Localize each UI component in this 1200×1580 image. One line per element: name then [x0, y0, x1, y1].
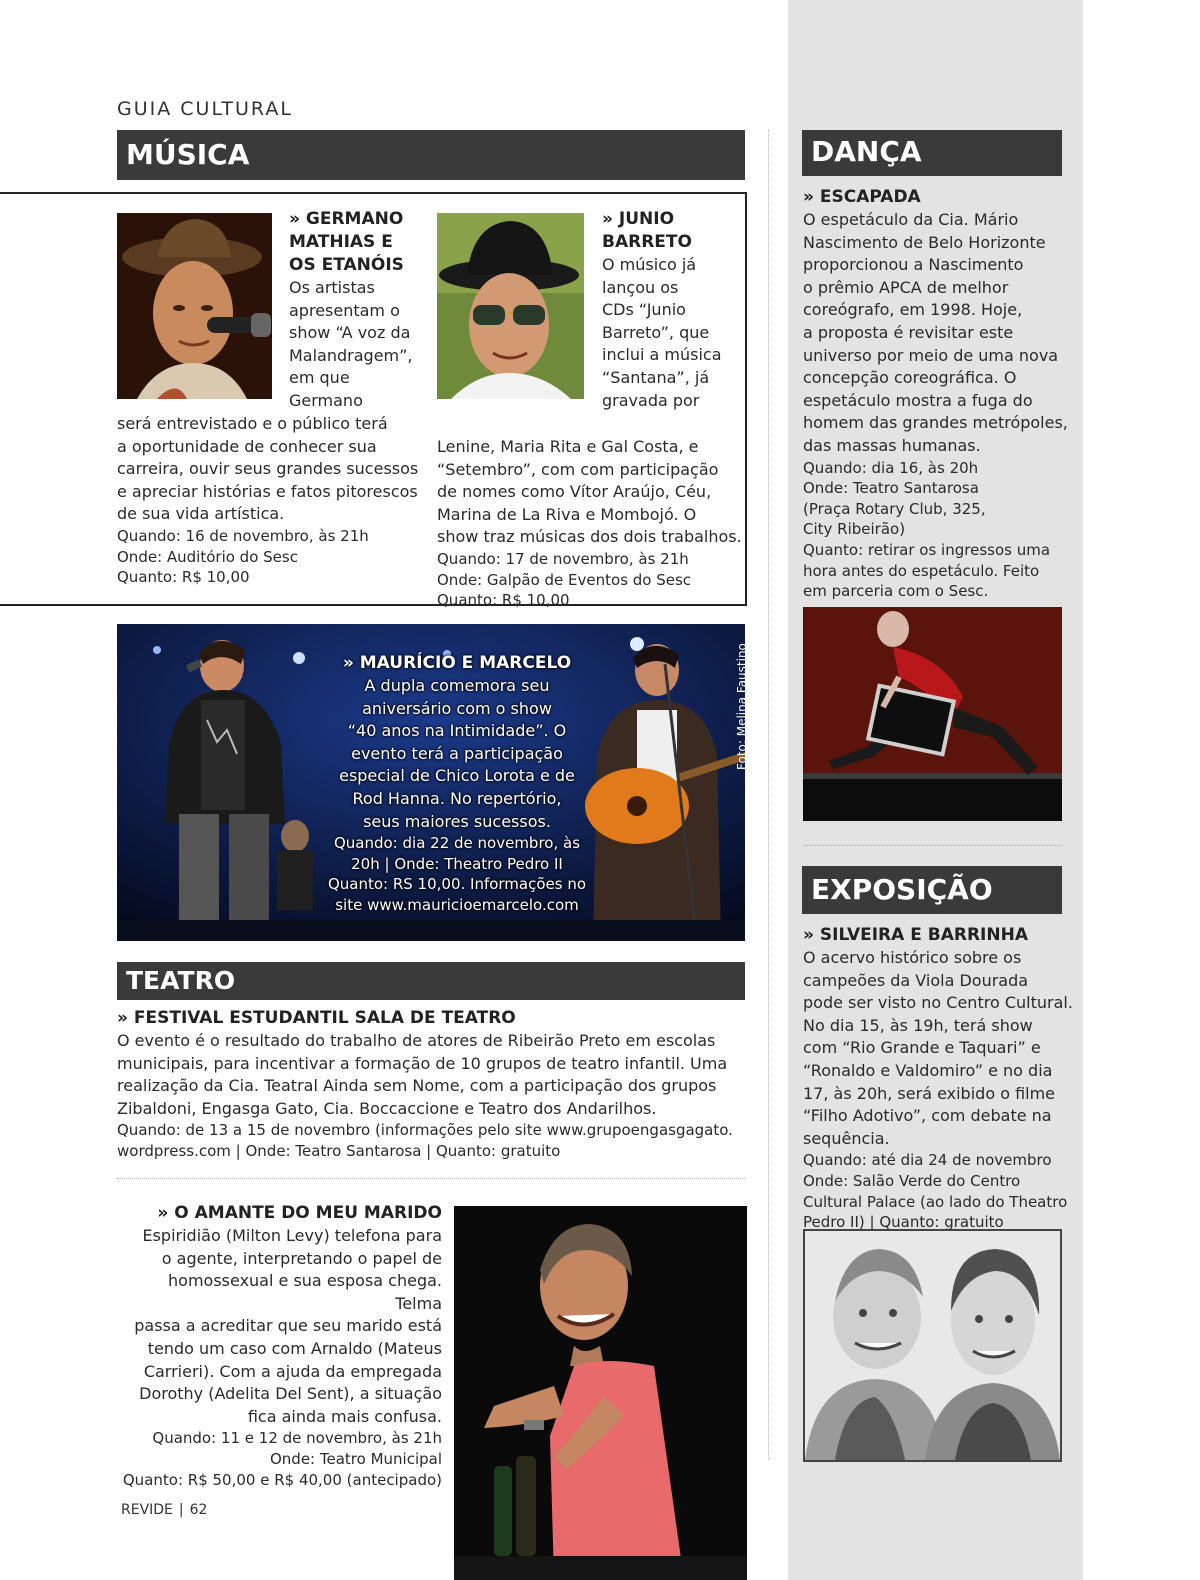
silveira-entry: [803, 924, 1078, 1233]
escapada-info-line: City Ribeirão): [803, 520, 906, 539]
escapada-text-line: o prêmio APCA de melhor: [803, 277, 1009, 297]
amante-text-line: Carrieri). Com a ajuda da empregada: [143, 1361, 442, 1381]
mauricio-text-line: seus maiores sucessos.: [363, 811, 551, 831]
junio-text-line: de nomes como Vítor Araújo, Céu,: [437, 482, 712, 502]
escapada-text-line: Nascimento de Belo Horizonte: [803, 232, 1046, 252]
mauricio-text-line: evento terá a participação: [351, 743, 563, 763]
teatro-divider: [117, 1178, 745, 1179]
mauricio-head: » MAURÍCIO E MARCELO: [342, 653, 572, 673]
amante-text-line: fica ainda mais confusa.: [247, 1406, 442, 1426]
festival-info-line: wordpress.com | Onde: Teatro Santarosa | Quanto: gratuito: [117, 1141, 561, 1160]
germano-head-2: MATHIAS E: [289, 232, 393, 252]
escapada-head: » ESCAPADA: [803, 187, 921, 207]
germano-entry: [289, 208, 439, 413]
silveira-text-line: “Ronaldo e Valdomiro” e no dia: [803, 1060, 1053, 1080]
escapada-info-line: hora antes do espetáculo. Feito: [803, 561, 1040, 580]
silveira-text-line: “Filho Adotivo”, com debate na: [803, 1106, 1052, 1126]
germano-text-line: carreira, ouvir seus grandes sucessos: [117, 459, 419, 479]
silveira-text-line: O acervo histórico sobre os: [803, 948, 1022, 967]
junio-text-line: O músico já: [602, 255, 697, 274]
germano-text-line: Malandragem”,: [289, 345, 413, 365]
escapada-text-line: coreógrafo, em 1998. Hoje,: [803, 300, 1023, 320]
amante-text-line: o agente, interpretando o papel de: [161, 1248, 442, 1268]
junio-when: Quando: 17 de novembro, às 21h: [437, 549, 689, 568]
festival-info-line: Quando: de 13 a 15 de novembro (informações pelo site www.grupoengasgagato.: [117, 1121, 733, 1140]
amante-text-line: passa a acreditar que seu marido está: [134, 1316, 442, 1336]
amante-text-line: homossexual e sua esposa chega. Telma: [168, 1271, 442, 1313]
section-kicker: GUIA CULTURAL: [117, 98, 293, 120]
junio-text-line: Barreto”, que: [602, 322, 710, 342]
junio-head-2: BARRETO: [602, 232, 692, 252]
footer-separator: |: [178, 1502, 184, 1518]
teatro-heading: TEATRO: [117, 962, 745, 1000]
junio-text-line: “Santana”, já: [602, 367, 710, 387]
mauricio-text-line: “40 anos na Intimidade”. O: [347, 721, 567, 741]
germano-text-line: de sua vida artística.: [117, 504, 285, 524]
mauricio-text-line: Rod Hanna. No repertório,: [352, 788, 562, 808]
silveira-barrinha-photo: [803, 1229, 1062, 1462]
germano-text-line: Os artistas: [289, 278, 375, 297]
mauricio-text-line: aniversário com o show: [362, 698, 552, 718]
page-number: 62: [189, 1502, 208, 1518]
silveira-info-line: Pedro II) | Quanto: gratuito: [803, 1213, 1004, 1232]
escapada-text-line: das massas humanas.: [803, 435, 981, 455]
junio-text-line: “Setembro”, com com participação: [437, 459, 719, 479]
germano-head-1: » GERMANO: [289, 209, 404, 229]
silveira-text-line: 17, às 20h, será exibido o filme: [803, 1083, 1056, 1103]
junio-photo: [437, 213, 584, 399]
germano-text-line: apresentam o: [289, 300, 400, 320]
germano-text-line: e apreciar histórias e fatos pitorescos: [117, 481, 418, 501]
escapada-info-line: (Praça Rotary Club, 325,: [803, 499, 986, 518]
amante-head: » O AMANTE DO MEU MARIDO: [157, 1203, 442, 1223]
amante-text-line: Espiridião (Milton Levy) telefona para: [142, 1226, 442, 1245]
junio-text-line: gravada por: [602, 390, 700, 410]
silveira-info-line: Onde: Salão Verde do Centro: [803, 1171, 1021, 1190]
silveira-text-line: com “Rio Grande e Taquari” e: [803, 1038, 1041, 1058]
photo-credit: Foto: Melina Faustino: [735, 643, 749, 770]
junio-text-line: show traz músicas dos dois trabalhos.: [437, 527, 742, 547]
amante-text-line: tendo um caso com Arnaldo (Mateus: [147, 1338, 442, 1358]
silveira-text-line: No dia 15, às 19h, terá show: [803, 1015, 1033, 1035]
festival-text-line: O evento é o resultado do trabalho de atores de Ribeirão Preto em escolas: [117, 1031, 716, 1050]
mauricio-info-line: Quando: dia 22 de novembro, às: [333, 834, 581, 853]
germano-text-line: show “A voz da: [289, 323, 411, 343]
page-footer: [121, 1502, 207, 1518]
mauricio-text-line: A dupla comemora seu: [364, 676, 550, 695]
junio-where: Onde: Galpão de Eventos do Sesc: [437, 570, 692, 589]
escapada-info-line: Onde: Teatro Santarosa: [803, 479, 979, 498]
festival-entry: [117, 1007, 757, 1162]
germano-text-line: será entrevistado e o público terá: [117, 414, 388, 433]
escapada-text-line: O espetáculo da Cia. Mário: [803, 210, 1019, 229]
column-divider: [768, 130, 769, 1460]
silveira-info-line: Quando: até dia 24 de novembro: [803, 1151, 1052, 1170]
junio-continued: [437, 436, 742, 611]
mauricio-text-line: especial de Chico Lorota e de: [339, 766, 575, 786]
junio-text-line: Marina de La Riva e Mombojó. O: [437, 504, 697, 524]
magazine-name: REVIDE: [121, 1502, 173, 1518]
germano-text-line: a oportunidade de conhecer sua: [117, 436, 377, 456]
mauricio-info-line: 20h | Onde: Theatro Pedro II: [351, 854, 563, 873]
amante-photo: [454, 1206, 747, 1580]
mauricio-info-line: site www.mauricioemarcelo.com: [335, 895, 579, 914]
escapada-text-line: homem das grandes metrópoles,: [803, 413, 1068, 433]
junio-entry: [602, 208, 742, 412]
silveira-head: » SILVEIRA E BARRINHA: [803, 925, 1028, 945]
germano-where: Onde: Auditório do Sesc: [117, 547, 298, 566]
amante-info-line: Quanto: R$ 50,00 e R$ 40,00 (antecipado): [122, 1470, 442, 1489]
exposicao-heading: EXPOSIÇÃO: [802, 866, 1062, 914]
escapada-text-line: espetáculo mostra a fuga do: [803, 390, 1033, 410]
silveira-text-line: sequência.: [803, 1128, 890, 1148]
danca-divider: [803, 845, 1062, 846]
germano-text-line: em que: [289, 368, 350, 388]
amante-entry: [117, 1202, 442, 1490]
germano-photo: [117, 213, 272, 399]
germano-text-line: Germano: [289, 390, 363, 410]
germano-price: Quanto: R$ 10,00: [117, 568, 250, 587]
escapada-info-line: em parceria com o Sesc.: [803, 582, 989, 601]
festival-text-line: realização da Cia. Teatral Ainda sem Nome, com a participação dos grupos: [117, 1076, 717, 1096]
escapada-entry: [803, 186, 1078, 602]
festival-head: » FESTIVAL ESTUDANTIL SALA DE TEATRO: [117, 1008, 516, 1028]
festival-text-line: municipais, para incentivar a formação de 10 grupos de teatro infantil. Uma: [117, 1053, 728, 1073]
germano-when: Quando: 16 de novembro, às 21h: [117, 526, 369, 545]
junio-text-line: lançou os: [602, 277, 679, 297]
mauricio-info-line: Quanto: RS 10,00. Informações no: [327, 875, 587, 894]
amante-text-line: Dorothy (Adelita Del Sent), a situação: [139, 1384, 442, 1404]
junio-head-1: » JUNIO: [602, 209, 675, 229]
mauricio-marcelo-text: [322, 652, 592, 916]
escapada-text-line: proporcionou a Nascimento: [803, 255, 1024, 275]
germano-head-3: OS ETANÓIS: [289, 255, 404, 275]
junio-text-line: Lenine, Maria Rita e Gal Costa, e: [437, 437, 699, 456]
junio-price: Quanto: R$ 10,00: [437, 591, 570, 610]
amante-info-line: Quando: 11 e 12 de novembro, às 21h: [152, 1429, 442, 1448]
escapada-text-line: a proposta é revisitar este: [803, 322, 1014, 342]
silveira-text-line: pode ser visto no Centro Cultural.: [803, 993, 1073, 1013]
junio-text-line: CDs “Junio: [602, 300, 686, 320]
danca-heading: DANÇA: [802, 130, 1062, 176]
escapada-info-line: Quando: dia 16, às 20h: [803, 458, 979, 477]
escapada-text-line: concepção coreográfica. O: [803, 368, 1017, 388]
silveira-text-line: campeões da Viola Dourada: [803, 970, 1029, 990]
escapada-info-line: Quanto: retirar os ingressos uma: [803, 540, 1051, 559]
silveira-info-line: Cultural Palace (ao lado do Theatro: [803, 1192, 1068, 1211]
escapada-text-line: universo por meio de uma nova: [803, 345, 1059, 365]
musica-heading: MÚSICA: [117, 130, 745, 180]
amante-info-line: Onde: Teatro Municipal: [269, 1449, 442, 1468]
festival-text-line: Zibaldoni, Engasga Gato, Cia. Boccaccione e Teatro dos Andarilhos.: [117, 1098, 657, 1118]
germano-continued: [117, 413, 427, 588]
junio-text-line: inclui a música: [602, 345, 722, 365]
escapada-photo: [803, 607, 1062, 821]
